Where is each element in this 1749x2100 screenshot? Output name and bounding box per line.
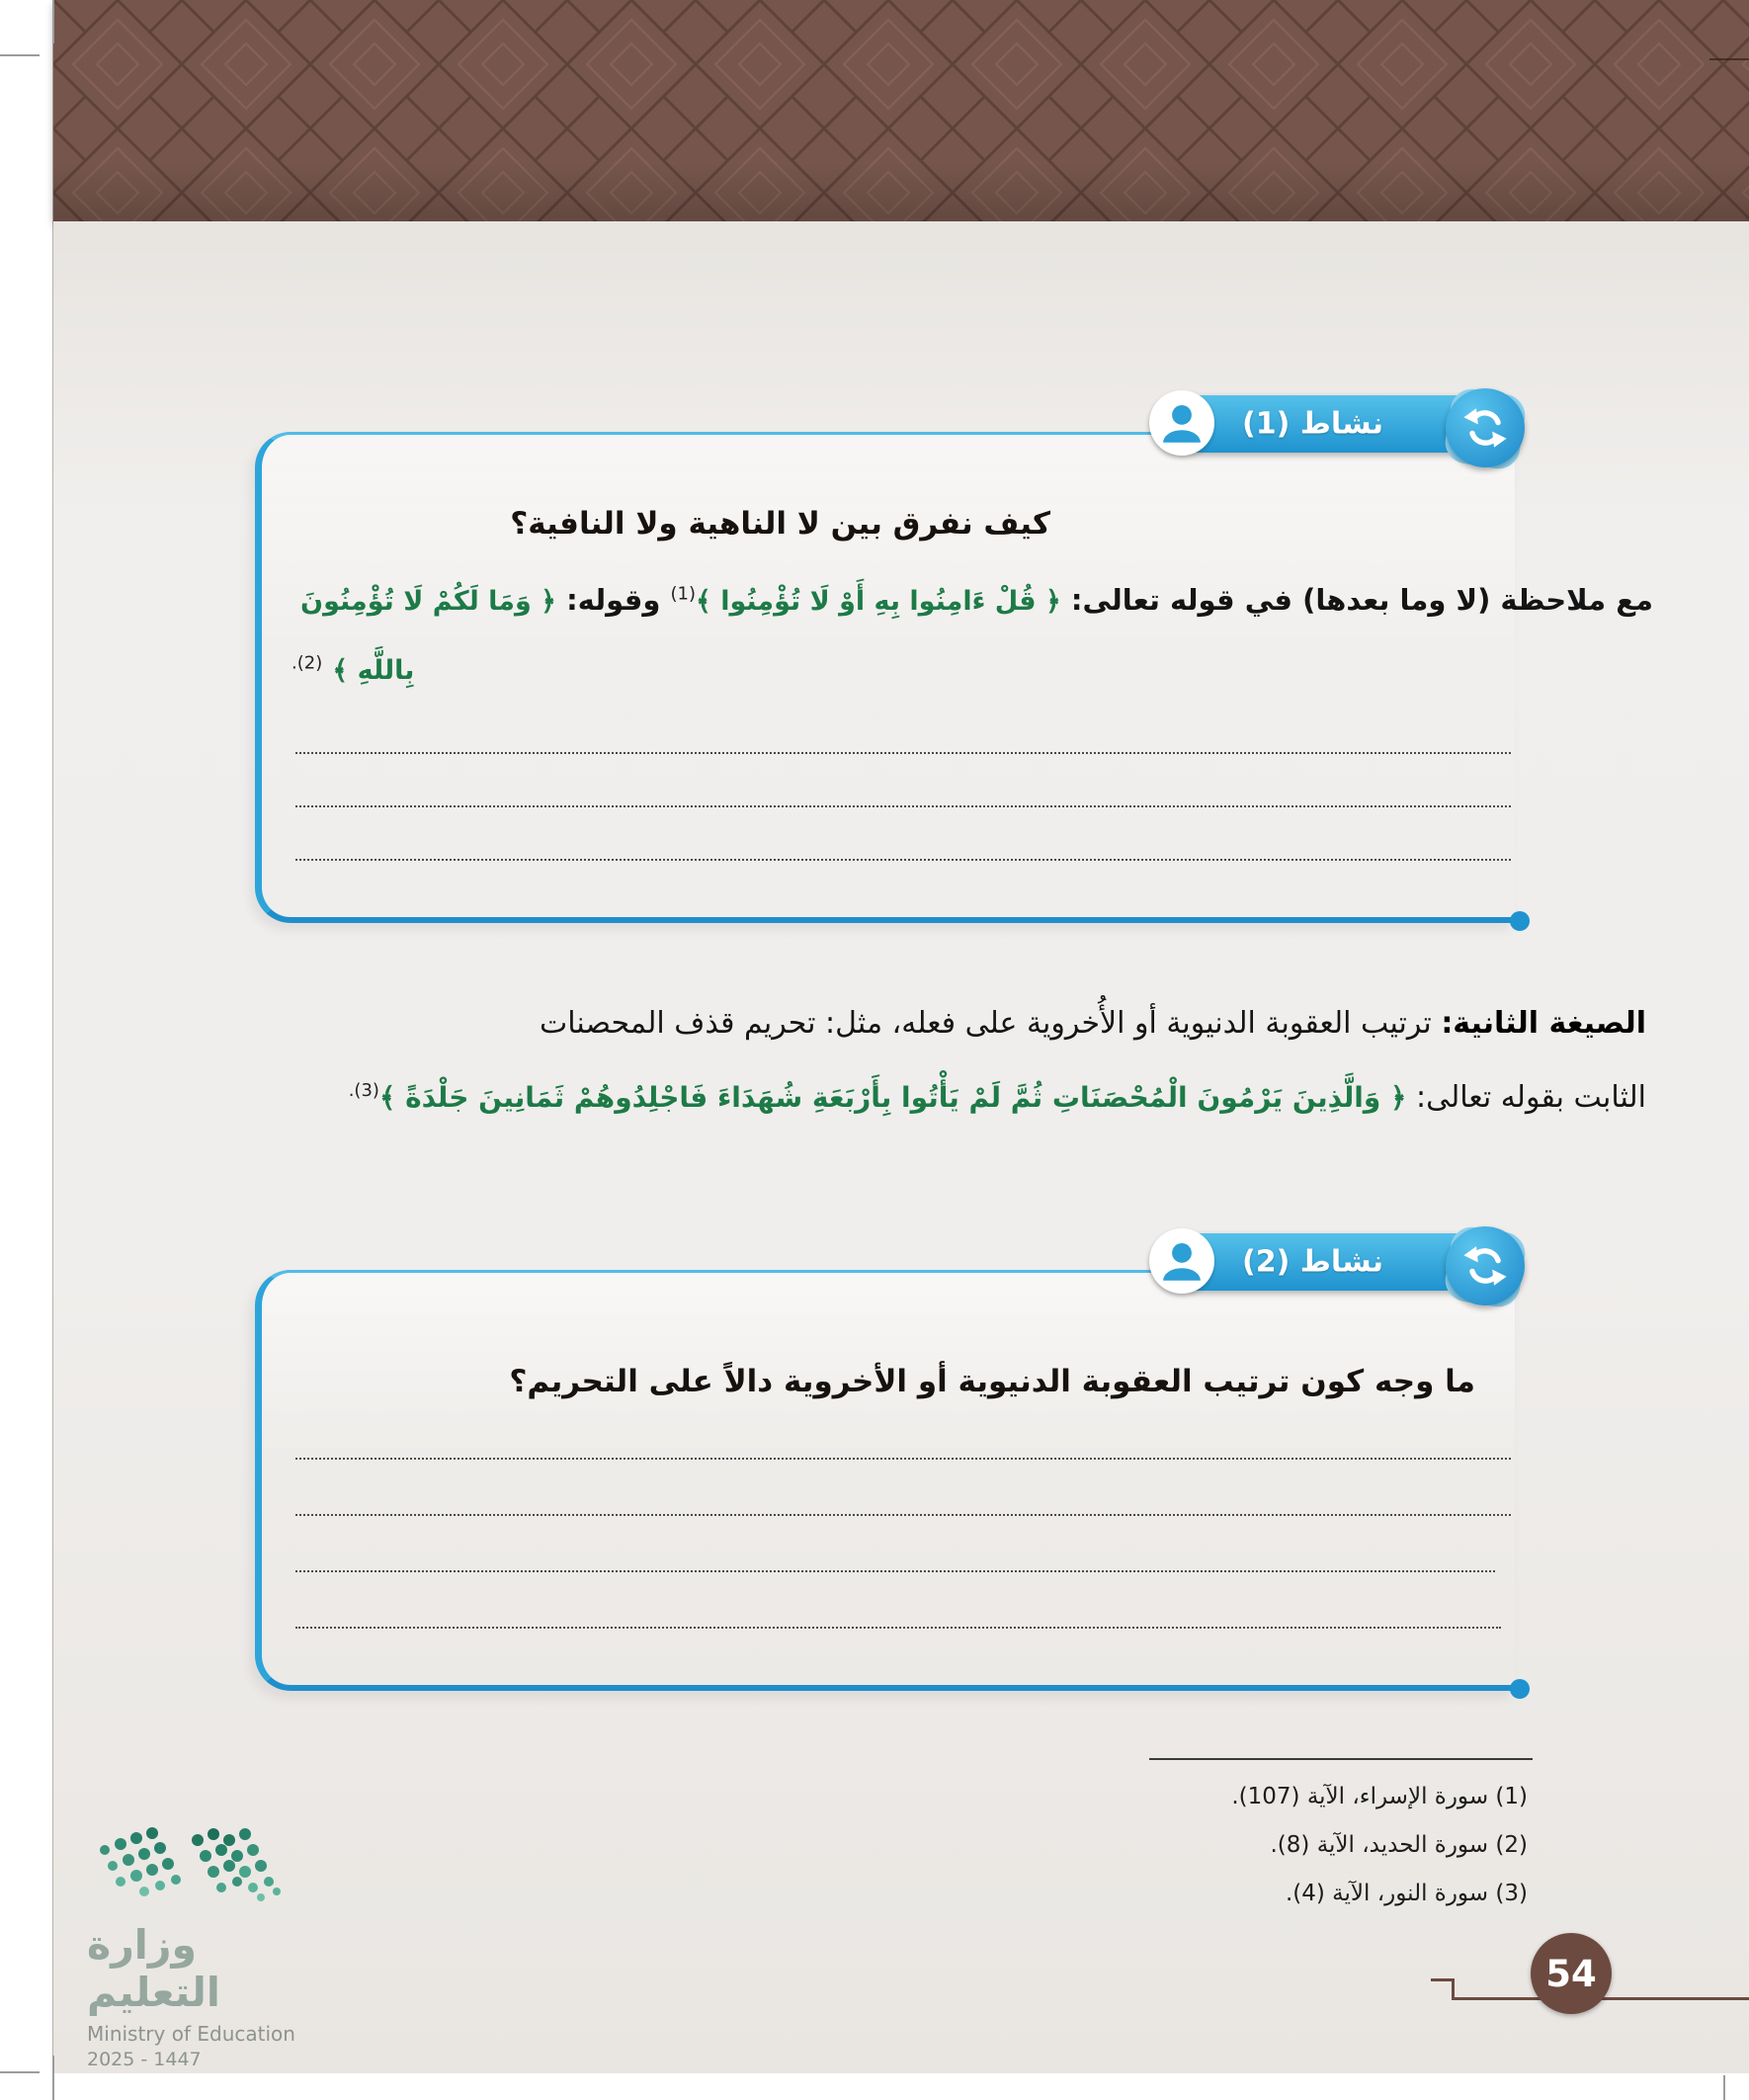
footnote: (1) سورة الإسراء، الآية (107).: [1231, 1784, 1528, 1809]
footnote-ref-2: (2).: [292, 652, 323, 674]
refresh-badge-circle: [1446, 388, 1525, 467]
band-shadow: [53, 162, 1749, 221]
footnote-ref-1: (1): [670, 583, 696, 605]
footnote-divider: [1149, 1758, 1533, 1760]
page-number: 54: [1545, 1952, 1597, 1995]
ministry-logo: [87, 1820, 344, 2070]
crop-mark: [1709, 58, 1749, 60]
activity1-instruction: [300, 583, 1653, 617]
footnote: (3) سورة النور، الآية (4).: [1285, 1881, 1528, 1906]
paragraph-line-1: [103, 990, 1646, 1057]
box-end-dot: [1510, 1679, 1530, 1699]
answer-line: [295, 1627, 1501, 1629]
box-end-dot: [1510, 911, 1530, 931]
activity1-instruction-continued: [292, 652, 414, 686]
section-text: ترتيب العقوبة الدنيوية أو الأُخروية على فعله، مثل: تحريم قذف المحصنات: [540, 1006, 1442, 1041]
answer-line: [295, 859, 1511, 861]
ministry-logo-dots: [87, 1820, 324, 1911]
footnotes: [1231, 1773, 1528, 1918]
section-title: الصيغة الثانية:: [1441, 1006, 1646, 1041]
paragraph-line-2: [103, 1057, 1646, 1132]
quran-quote-2: ﴿ وَمَا لَكُمْ لَا تُؤْمِنُونَ: [300, 586, 556, 617]
crop-mark: [52, 2056, 54, 2100]
instruction-text: مع ملاحظة (لا وما بعدها) في قوله تعالى:: [1060, 583, 1653, 617]
section-paragraph: [103, 990, 1646, 1132]
quran-quote-2-end: بِاللَّهِ ﴾: [332, 655, 415, 686]
answer-line: [295, 1514, 1511, 1516]
answer-line: [295, 1458, 1511, 1460]
footnote: (2) سورة الحديد، الآية (8).: [1270, 1832, 1528, 1858]
crop-mark: [0, 54, 40, 56]
crop-mark: [1723, 2075, 1725, 2100]
crop-mark: [52, 0, 54, 43]
ministry-name-english: Ministry of Education: [87, 2022, 295, 2046]
activity1-box: [255, 406, 1653, 923]
refresh-icon: [1440, 1221, 1531, 1312]
answer-line: [295, 805, 1511, 807]
edition-year: 2025 - 1447: [87, 2049, 202, 2070]
activity2-label: نشاط (2): [1242, 1244, 1383, 1280]
quran-quote-3: ﴿ وَالَّذِينَ يَرْمُونَ الْمُحْصَنَاتِ ثُمَّ لَمْ يَأْتُوا بِأَرْبَعَةِ شُهَدَاءَ فَاجْلِدُوهُمْ ثَمَانِينَ جَلْدَةً ﴾: [378, 1081, 1407, 1114]
activity2-box: [255, 1244, 1515, 1691]
person-icon: [1149, 1228, 1214, 1294]
page-number-badge: [1531, 1933, 1612, 2014]
activity2-question: ما وجه كون ترتيب العقوبة الدنيوية أو الأخروية دالاً على التحريم؟: [509, 1364, 1475, 1399]
activity1-label: نشاط (1): [1242, 406, 1383, 442]
crop-mark: [0, 2071, 40, 2073]
section-text: الثابت بقوله تعالى:: [1406, 1080, 1646, 1115]
answer-line: [295, 1570, 1495, 1572]
refresh-icon: [1440, 383, 1531, 474]
activity1-question: كيف نفرق بين لا الناهية ولا النافية؟: [510, 506, 1050, 542]
refresh-badge-circle: [1446, 1226, 1525, 1305]
footnote-ref-3: (3).: [348, 1080, 379, 1101]
quran-quote-1: ﴿ قُلْ ءَامِنُوا بِهِ أَوْ لَا تُؤْمِنُوا ﴾: [695, 586, 1061, 617]
answer-line: [295, 752, 1511, 754]
ministry-name-arabic: وزارة التعليم: [87, 1921, 220, 2016]
person-icon: [1149, 390, 1214, 456]
instruction-text: وقوله:: [555, 583, 671, 617]
